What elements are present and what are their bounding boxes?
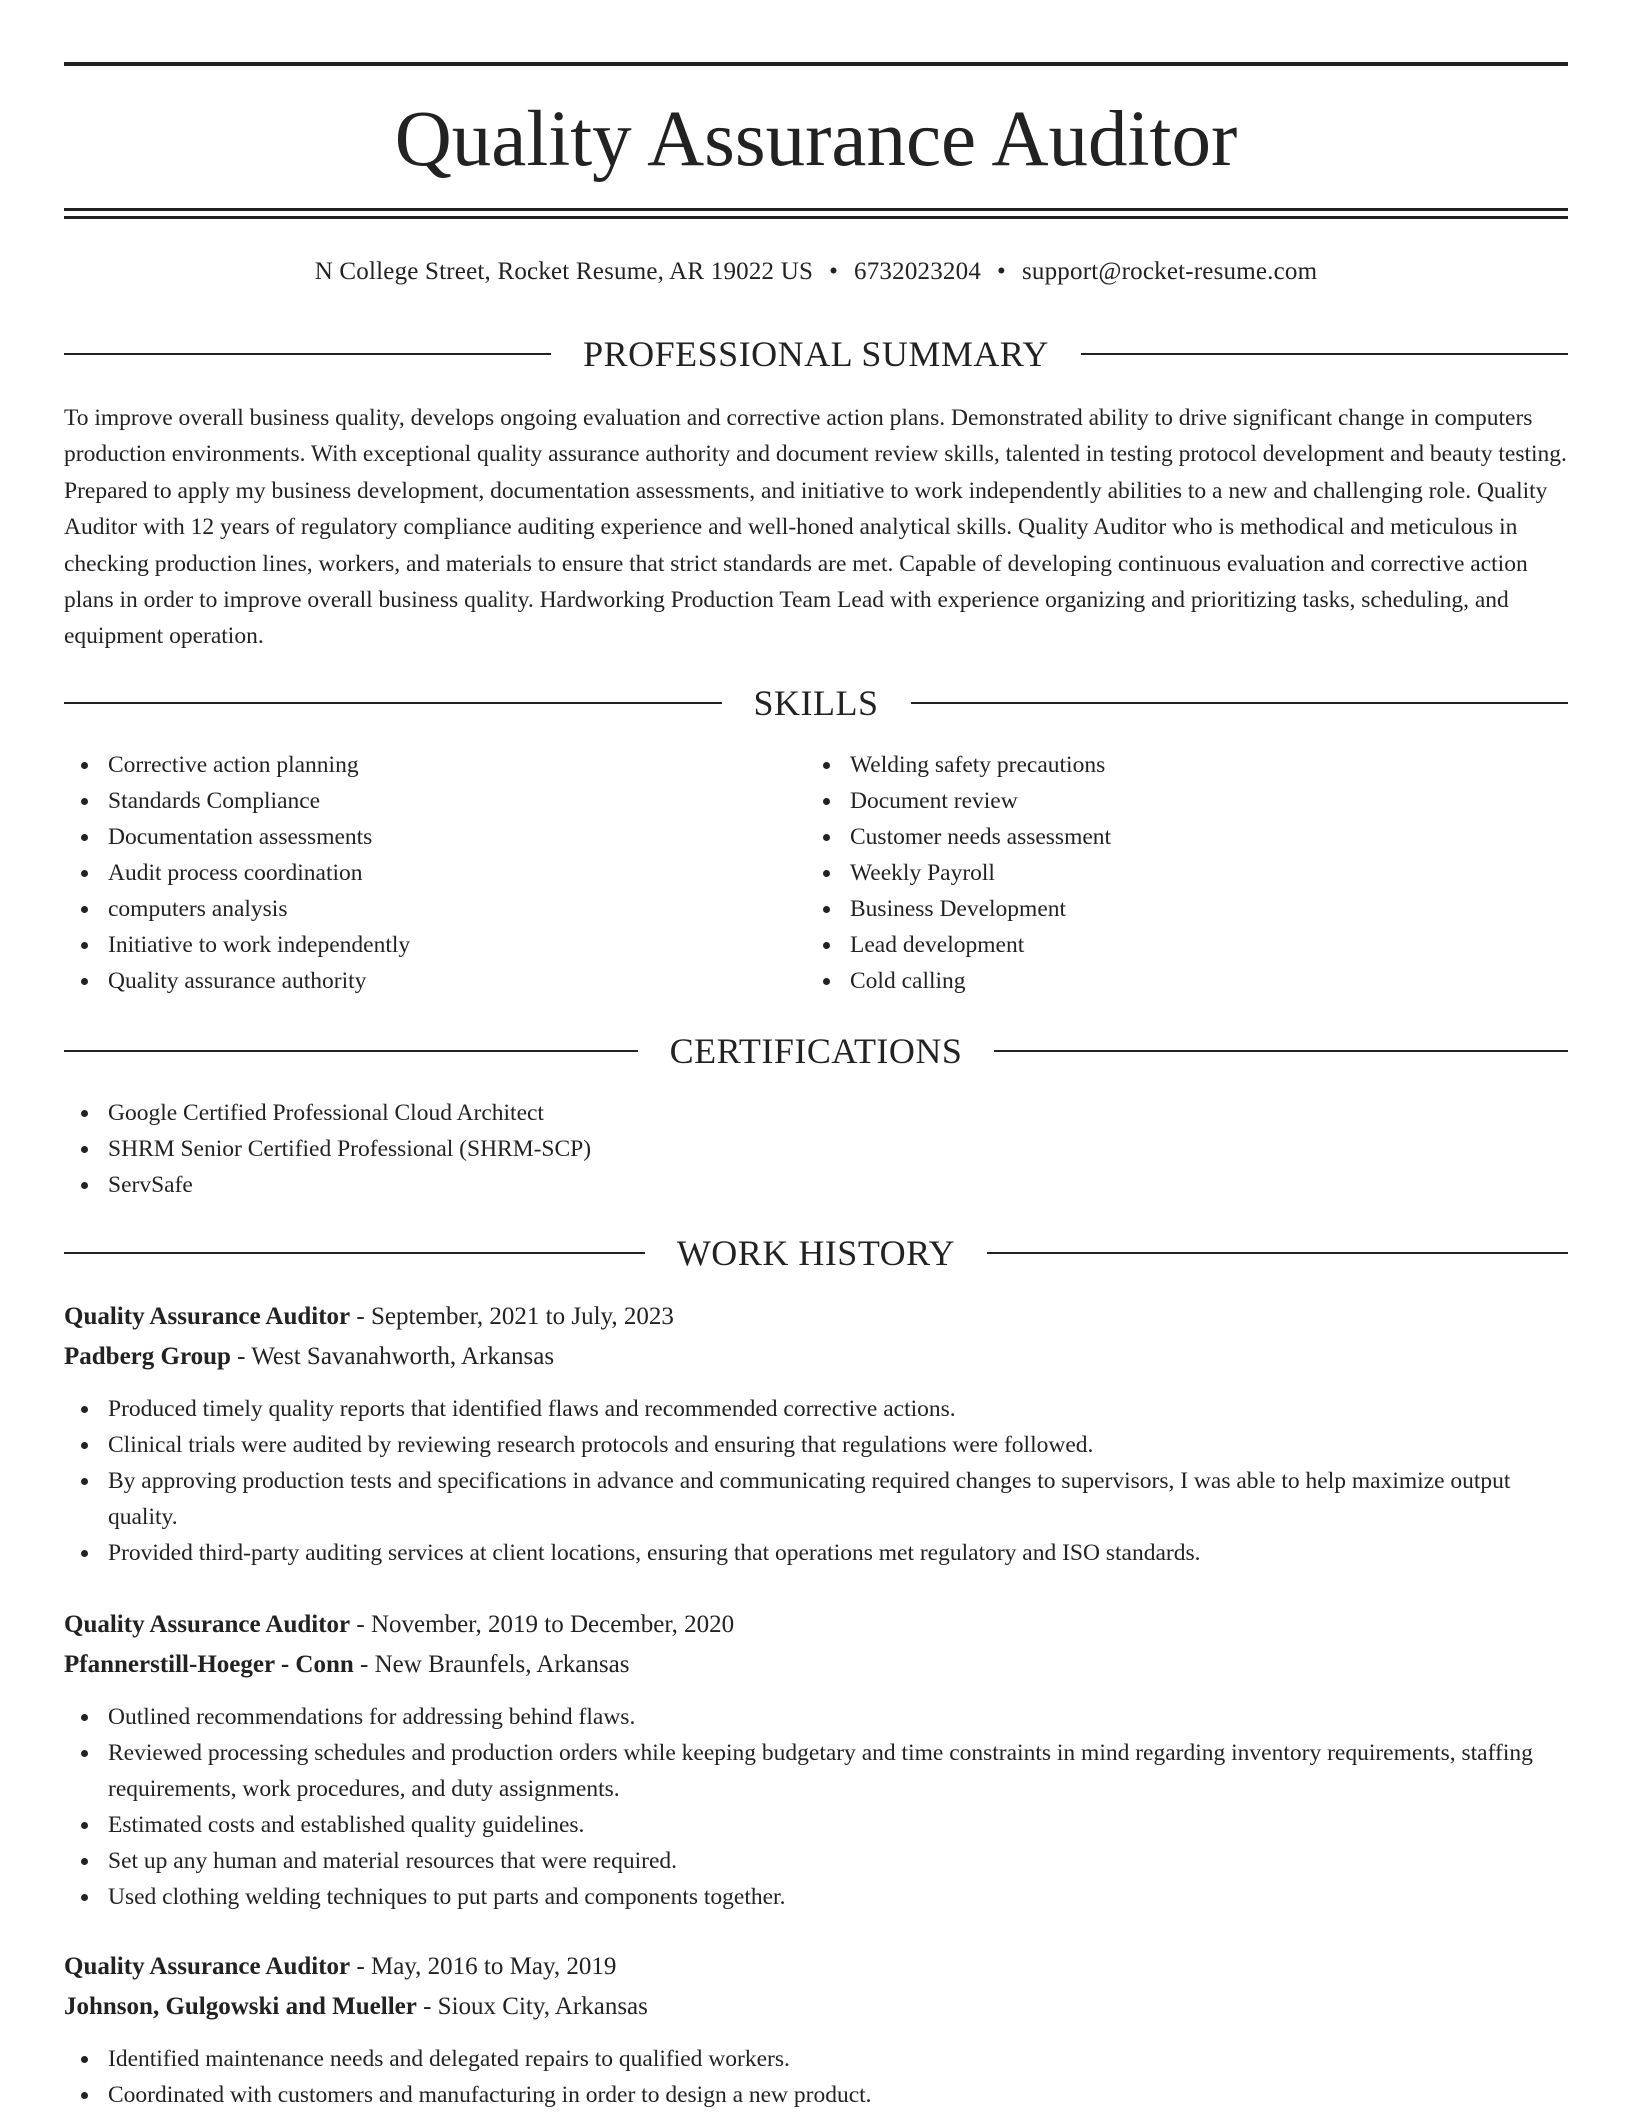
skill-item: Standards Compliance xyxy=(64,783,804,819)
certification-item: Google Certified Professional Cloud Architect xyxy=(64,1095,1568,1131)
job-location: - West Savanahworth, Arkansas xyxy=(237,1343,555,1370)
summary-text: To improve overall business quality, develops ongoing evaluation and corrective action plans. Demonstrated ability to drive significant change in computers production environments. With exceptional quality assurance authority and document review skills, talented in testing protocol development and beauty testing. Prepared to apply my business development, documentation assessments, and initiative to work independently abilities to a new and challenging role. Quality Auditor with 12 years of regulatory compliance auditing experience and well-honed analytical skills. Quality Auditor who is methodical and meticulous in checking production lines, workers, and materials to ensure that strict standards are met. Capable of developing continuous evaluation and corrective action plans in order to improve overall business quality. Hardworking Production Team Lead with experience organizing and prioritizing tasks, scheduling, and equipment operation. xyxy=(64,405,1567,650)
job-bullet: Used clothing welding techniques to put parts and components together. xyxy=(64,1879,1568,1915)
job-bullet: Coordinated with customers and manufacturing in order to design a new product. xyxy=(64,2077,1568,2113)
section-heading-summary xyxy=(64,334,1568,374)
contact-phone: 6732023204 xyxy=(854,258,982,285)
job-bullet: Produced timely quality reports that identified flaws and recommended corrective actions. xyxy=(64,1391,1568,1427)
job-company-line xyxy=(64,1337,1568,1377)
skill-item: Cold calling xyxy=(806,963,1566,999)
contact-line xyxy=(64,256,1568,288)
job-company: Johnson, Gulgowski and Mueller xyxy=(64,1993,417,2020)
job-role: Quality Assurance Auditor xyxy=(64,1303,351,1330)
title-rule-upper xyxy=(64,208,1568,211)
skill-item: Quality assurance authority xyxy=(64,963,804,999)
job-role: Quality Assurance Auditor xyxy=(64,1953,351,1980)
skill-item: Welding safety precautions xyxy=(806,747,1566,783)
section-heading-work-history xyxy=(64,1233,1568,1273)
heading-rule xyxy=(64,702,722,704)
job-dates: - May, 2016 to May, 2019 xyxy=(356,1953,617,1980)
job-dates: - November, 2019 to December, 2020 xyxy=(356,1611,735,1638)
section-title: CERTIFICATIONS xyxy=(669,1031,963,1071)
heading-rule xyxy=(64,1252,645,1254)
job-location: - New Braunfels, Arkansas xyxy=(360,1651,630,1678)
heading-rule xyxy=(987,1252,1568,1254)
skills-list-left xyxy=(64,747,804,999)
job-entry xyxy=(64,1947,1568,2113)
heading-rule xyxy=(994,1050,1568,1052)
contact-email: support@rocket-resume.com xyxy=(1021,258,1318,285)
skill-item: Initiative to work independently xyxy=(64,927,804,963)
heading-rule xyxy=(64,1050,638,1052)
top-rule xyxy=(64,62,1568,66)
job-role-line xyxy=(64,1297,1568,1337)
job-bullets xyxy=(64,1699,1568,1915)
job-location: - Sioux City, Arkansas xyxy=(423,1993,648,2020)
job-bullet: Clinical trials were audited by reviewing research protocols and ensuring that regulations were followed. xyxy=(64,1427,1568,1463)
job-bullets xyxy=(64,2041,1568,2113)
job-dates: - September, 2021 to July, 2023 xyxy=(356,1303,674,1330)
job-role: Quality Assurance Auditor xyxy=(64,1611,351,1638)
job-entry xyxy=(64,1297,1568,1571)
section-heading-skills xyxy=(64,683,1568,723)
job-bullet: Identified maintenance needs and delegated repairs to qualified workers. xyxy=(64,2041,1568,2077)
section-title: WORK HISTORY xyxy=(676,1233,956,1273)
skill-item: Lead development xyxy=(806,927,1566,963)
resume-title: Quality Assurance Auditor xyxy=(394,96,1238,183)
job-bullet: Reviewed processing schedules and production orders while keeping budgetary and time constraints in mind regarding inventory requirements, staffing requirements, work procedures, and duty assignments. xyxy=(64,1735,1568,1807)
job-bullet: By approving production tests and specifications in advance and communicating required changes to supervisors, I was able to help maximize output quality. xyxy=(64,1463,1568,1535)
title-rule-lower xyxy=(64,216,1568,219)
contact-separator: • xyxy=(829,258,839,285)
section-title: PROFESSIONAL SUMMARY xyxy=(583,334,1049,374)
job-bullet: Outlined recommendations for addressing behind flaws. xyxy=(64,1699,1568,1735)
skill-item: computers analysis xyxy=(64,891,804,927)
skill-item: Business Development xyxy=(806,891,1566,927)
job-company-line xyxy=(64,1987,1568,2027)
contact-address: N College Street, Rocket Resume, AR 19022 US xyxy=(314,258,814,285)
job-role-line xyxy=(64,1605,1568,1645)
section-heading-certifications xyxy=(64,1031,1568,1071)
certifications-list xyxy=(64,1095,1568,1203)
skill-item: Customer needs assessment xyxy=(806,819,1566,855)
heading-rule xyxy=(911,702,1569,704)
skill-item: Documentation assessments xyxy=(64,819,804,855)
skill-item: Corrective action planning xyxy=(64,747,804,783)
job-role-line xyxy=(64,1947,1568,1987)
skill-item: Audit process coordination xyxy=(64,855,804,891)
section-title: SKILLS xyxy=(753,683,879,723)
heading-rule xyxy=(64,353,551,355)
skill-item: Weekly Payroll xyxy=(806,855,1566,891)
job-bullet: Estimated costs and established quality guidelines. xyxy=(64,1807,1568,1843)
job-bullet: Set up any human and material resources that were required. xyxy=(64,1843,1568,1879)
certification-item: SHRM Senior Certified Professional (SHRM-SCP) xyxy=(64,1131,1568,1167)
job-entry xyxy=(64,1605,1568,1915)
skills-list-right xyxy=(806,747,1566,999)
certification-item: ServSafe xyxy=(64,1167,1568,1203)
skill-item: Document review xyxy=(806,783,1566,819)
job-bullets xyxy=(64,1391,1568,1571)
job-company: Padberg Group xyxy=(64,1343,231,1370)
heading-rule xyxy=(1081,353,1568,355)
job-company-line xyxy=(64,1645,1568,1685)
contact-separator: • xyxy=(997,258,1006,285)
job-bullet: Provided third-party auditing services at client locations, ensuring that operations met regulatory and ISO standards. xyxy=(64,1535,1568,1571)
job-company: Pfannerstill-Hoeger - Conn xyxy=(64,1651,354,1678)
